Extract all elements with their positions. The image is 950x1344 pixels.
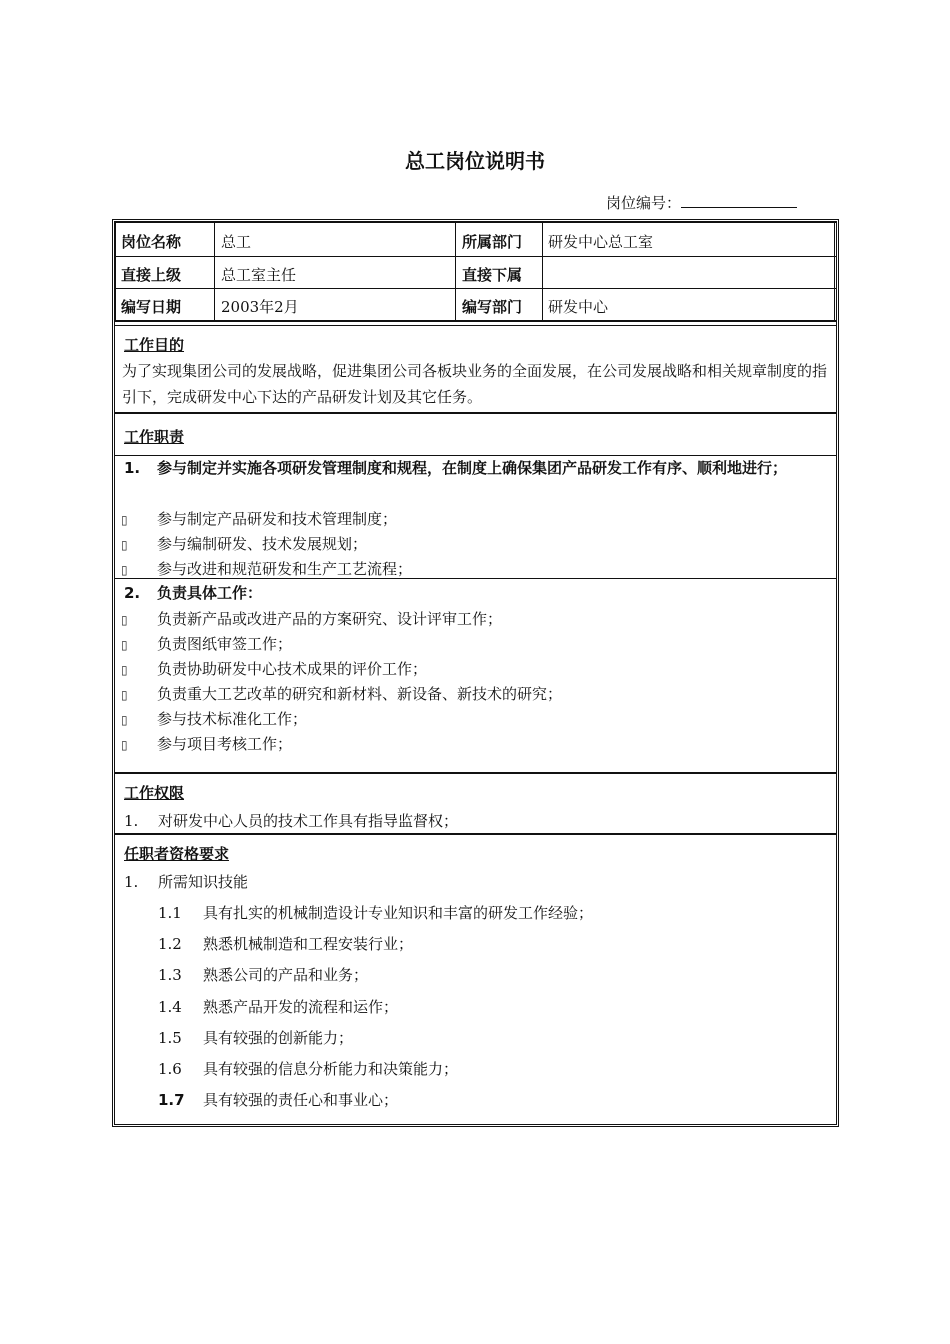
label-written-date: 编写日期 [121,298,182,316]
duties-heading: 工作职责 [124,428,185,446]
qualification-item: 1. 所需知识技能 [124,873,249,891]
label-department: 所属部门 [462,233,523,251]
bullet-icon: ▯ [121,688,128,702]
table-col-divider [542,223,543,320]
duty-bullet: ▯ 参与制定产品研发和技术管理制度； [121,510,398,528]
bullet-icon: ▯ [121,638,128,652]
bullet-icon: ▯ [121,538,128,552]
qualification-subitem: 1.6 具有较强的信息分析能力和决策能力； [158,1060,459,1078]
bullet-icon: ▯ [121,513,128,527]
document-title: 总工岗位说明书 [405,149,545,173]
duty-bullet: ▯ 负责图纸审签工作； [121,635,293,653]
table-top-line [115,222,836,223]
section-line [115,578,836,579]
position-code-field[interactable] [681,193,797,208]
bullet-icon: ▯ [121,613,128,627]
value-direct-superior: 总工室主任 [221,266,297,284]
qualification-subitem: 1.5 具有较强的创新能力； [158,1029,354,1047]
bullet-icon: ▯ [121,713,128,727]
table-col-divider [115,223,116,320]
qualification-subitem: 1.4 熟悉产品开发的流程和运作； [158,998,399,1016]
section-line [115,325,836,326]
duty-item-title: 1. 参与制定并实施各项研发管理制度和规程，在制度上确保集团产品研发工作有序、顺利地进行； [124,459,788,477]
duty-bullet: ▯ 负责新产品或改进产品的方案研究、设计评审工作； [121,610,503,628]
position-code-line [606,192,797,213]
duty-bullet: ▯ 参与编制研发、技术发展规划； [121,535,368,553]
table-row-divider [115,288,836,289]
qualification-subitem: 1.2 熟悉机械制造和工程安装行业； [158,935,414,953]
value-written-dept: 研发中心 [548,298,609,316]
duty-item-title: 2. 负责具体工作： [124,584,263,602]
section-line [115,412,836,414]
qualifications-heading: 任职者资格要求 [124,845,230,863]
duty-bullet: ▯ 参与项目考核工作； [121,735,293,753]
duty-bullet: ▯ 参与改进和规范研发和生产工艺流程； [121,560,413,578]
value-position-name: 总工 [221,233,252,251]
table-col-divider [834,223,835,320]
qualification-subitem: 1.1 具有扎实的机械制造设计专业知识和丰富的研发工作经验； [158,904,594,922]
duty-bullet: ▯ 参与技术标准化工作； [121,710,308,728]
label-direct-superior: 直接上级 [121,266,182,284]
purpose-heading: 工作目的 [124,336,185,354]
bullet-icon: ▯ [121,563,128,577]
label-position-name: 岗位名称 [121,233,182,251]
qualification-subitem: 1.3 熟悉公司的产品和业务； [158,966,369,984]
purpose-text: 为了实现集团公司的发展战略，促进集团公司各板块业务的全面发展，在公司发展战略和相关规章制度的指引下，完成研发中心下达的产品研发计划及其它任务。 [122,362,828,406]
section-line [115,772,836,774]
bullet-icon: ▯ [121,663,128,677]
value-written-date: 2003年2月 [221,298,299,316]
table-bottom-line [115,320,836,322]
bullet-icon: ▯ [121,738,128,752]
qualification-subitem: 1.7 具有较强的责任心和事业心； [158,1091,399,1109]
label-written-dept: 编写部门 [462,298,523,316]
position-code-label: 岗位编号： [606,194,682,212]
authority-heading: 工作权限 [124,784,185,802]
table-col-divider [455,223,456,320]
duty-bullet: ▯ 负责重大工艺改革的研究和新材料、新设备、新技术的研究； [121,685,563,703]
label-direct-subordinate: 直接下属 [462,266,523,284]
value-department: 研发中心总工室 [548,233,654,251]
section-line [115,833,836,835]
duty-bullet: ▯ 负责协助研发中心技术成果的评价工作； [121,660,428,678]
table-row-divider [115,256,836,257]
table-col-divider [214,223,215,320]
authority-item: 1. 对研发中心人员的技术工作具有指导监督权； [124,812,459,830]
